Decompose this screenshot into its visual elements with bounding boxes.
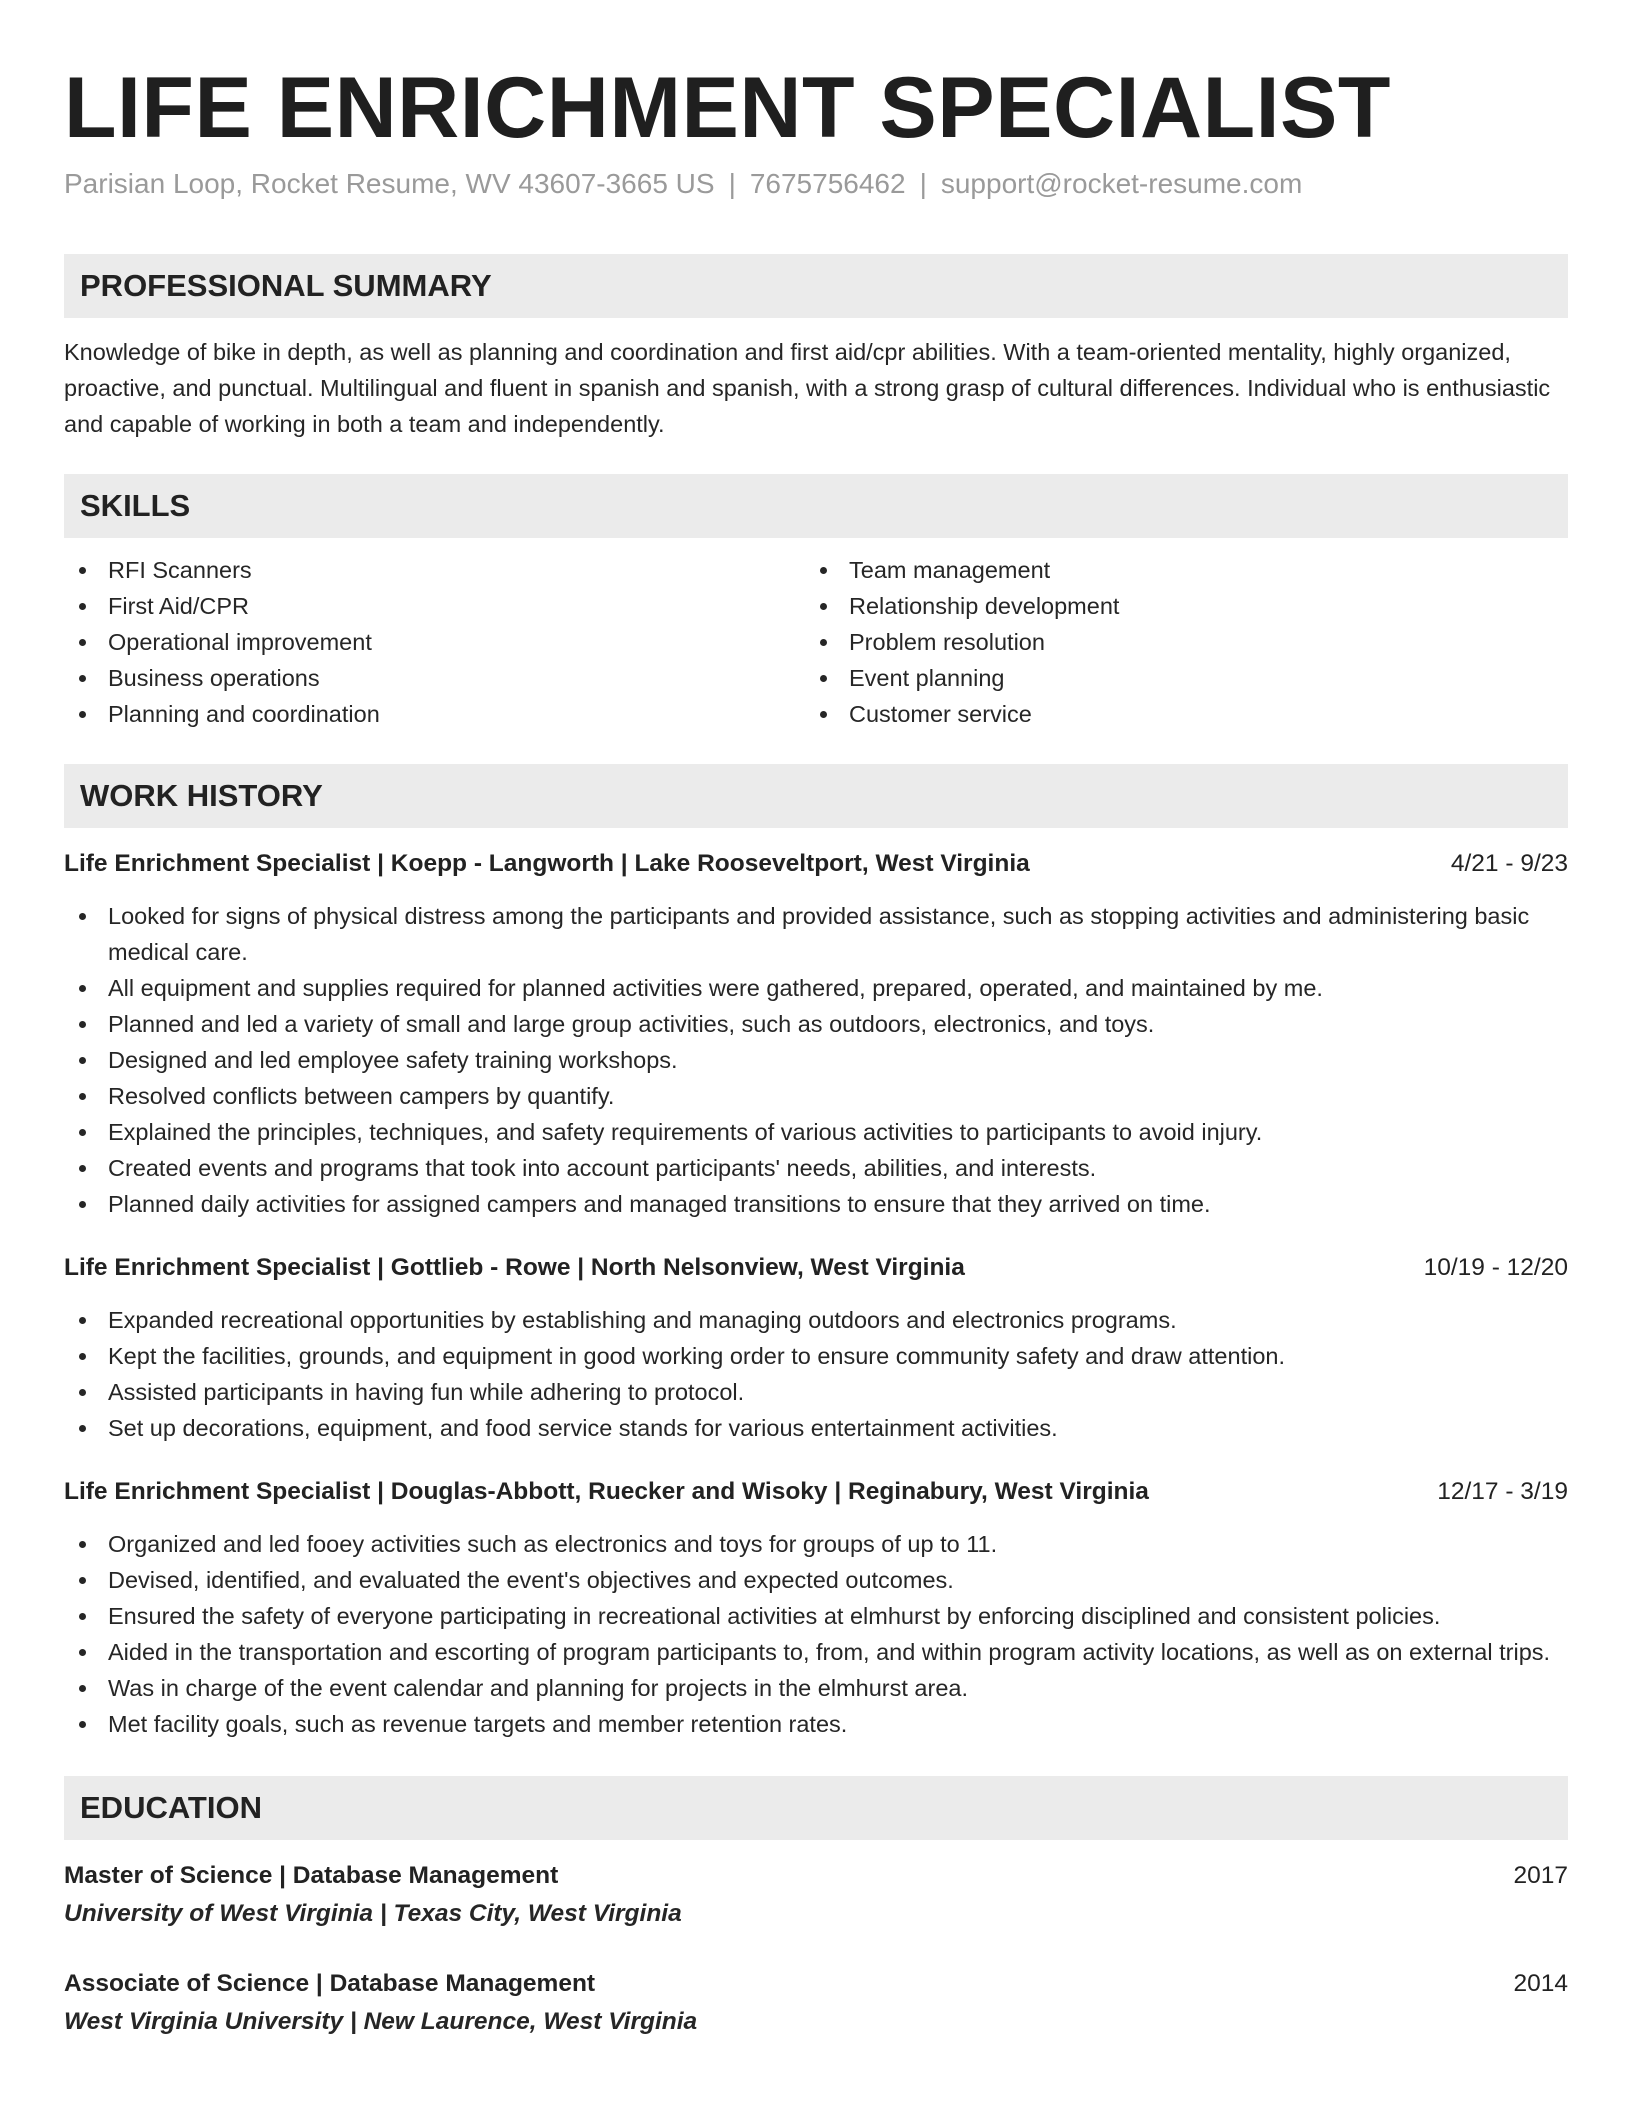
job-title: Life Enrichment Specialist | Koepp - Langworth | Lake Rooseveltport, West Virginia [64,850,1030,877]
education-entry [64,1966,1568,2040]
skill-item: Business operations [64,660,805,696]
summary-text: Knowledge of bike in depth, as well as planning and coordination and first aid/cpr abilities. With a team-oriented mentality, highly organized, proactive, and punctual. Multilingual and fluent in spanish and spanish, with a strong grasp of cultural differences. Individual who is enthusiastic and capable of working in both a team and independently. [64,339,1551,437]
skill-item: Planning and coordination [64,696,805,732]
education-degree: Master of Science | Database Management [64,1862,559,1889]
job-bullets [64,1302,1568,1446]
job-bullet: Designed and led employee safety training workshops. [64,1042,1568,1078]
education-year: 2017 [1513,1862,1568,1889]
skill-item: Relationship development [805,588,1546,624]
job-bullet: Kept the facilities, grounds, and equipment in good working order to ensure community safety and draw attention. [64,1338,1568,1374]
job-bullet: Organized and led fooey activities such as electronics and toys for groups of up to 11. [64,1526,1568,1562]
job-bullet: Set up decorations, equipment, and food service stands for various entertainment activities. [64,1410,1568,1446]
education-header [64,1858,1568,1894]
job-bullet: Planned daily activities for assigned campers and managed transitions to ensure that they arrived on time. [64,1186,1568,1222]
section-heading-work-history: WORK HISTORY [64,764,1568,828]
education-header [64,1966,1568,2002]
job-title: Life Enrichment Specialist | Gottlieb - Rowe | North Nelsonview, West Virginia [64,1254,965,1281]
job-dates: 10/19 - 12/20 [1423,1254,1568,1281]
contact-email: support@rocket-resume.com [940,168,1303,199]
job-bullets [64,1526,1568,1742]
job-title: Life Enrichment Specialist | Douglas-Abbott, Ruecker and Wisoky | Reginabury, West Virginia [64,1478,1149,1505]
job-bullet: Aided in the transportation and escorting of program participants to, from, and within program activity locations, as well as on external trips. [64,1634,1568,1670]
skill-item: RFI Scanners [64,552,805,588]
education-degree: Associate of Science | Database Management [64,1970,596,1997]
education-school: University of West Virginia | Texas City, West Virginia [64,1900,682,1927]
resume-name: LIFE ENRICHMENT SPECIALIST [64,60,1391,156]
skills-list [64,552,1568,732]
job-bullet: Resolved conflicts between campers by quantify. [64,1078,1568,1114]
education-school: West Virginia University | New Laurence, West Virginia [64,2008,698,2035]
job-dates: 4/21 - 9/23 [1450,850,1568,877]
skills-column-left [64,552,805,732]
skill-item: Operational improvement [64,624,805,660]
job-bullet: Was in charge of the event calendar and planning for projects in the elmhurst area. [64,1670,1568,1706]
job-entry [64,1250,1568,1446]
skill-item: Team management [805,552,1546,588]
skill-item: Problem resolution [805,624,1546,660]
contact-address: Parisian Loop, Rocket Resume, WV 43607-3665 US [64,168,715,199]
job-bullet: Assisted participants in having fun while adhering to protocol. [64,1374,1568,1410]
skill-item: First Aid/CPR [64,588,805,624]
section-heading-skills: SKILLS [64,474,1568,538]
job-bullet: All equipment and supplies required for planned activities were gathered, prepared, operated, and maintained by me. [64,970,1568,1006]
job-header [64,1250,1568,1286]
contact-line [64,166,1568,202]
job-entry [64,1474,1568,1742]
skill-item: Event planning [805,660,1546,696]
skills-column-right [805,552,1546,732]
job-bullet: Explained the principles, techniques, and safety requirements of various activities to participants to avoid injury. [64,1114,1568,1150]
job-bullet: Expanded recreational opportunities by establishing and managing outdoors and electronics programs. [64,1302,1568,1338]
job-bullet: Planned and led a variety of small and large group activities, such as outdoors, electronics, and toys. [64,1006,1568,1042]
job-entry [64,846,1568,1222]
job-bullet: Met facility goals, such as revenue targets and member retention rates. [64,1706,1568,1742]
education-entry [64,1858,1568,1932]
education-year: 2014 [1513,1970,1568,1997]
job-bullet: Created events and programs that took into account participants' needs, abilities, and interests. [64,1150,1568,1186]
job-header [64,846,1568,882]
job-bullet: Devised, identified, and evaluated the event's objectives and expected outcomes. [64,1562,1568,1598]
section-heading-summary: PROFESSIONAL SUMMARY [64,254,1568,318]
section-heading-education: EDUCATION [64,1776,1568,1840]
contact-separator: | [919,168,927,199]
job-bullet: Looked for signs of physical distress among the participants and provided assistance, such as stopping activities and administering basic medical care. [64,898,1568,970]
job-header [64,1474,1568,1510]
job-bullets [64,898,1568,1222]
skill-item: Customer service [805,696,1546,732]
contact-separator: | [728,168,736,199]
job-bullet: Ensured the safety of everyone participating in recreational activities at elmhurst by enforcing disciplined and consistent policies. [64,1598,1568,1634]
job-dates: 12/17 - 3/19 [1437,1478,1568,1505]
contact-phone: 7675756462 [749,168,906,199]
